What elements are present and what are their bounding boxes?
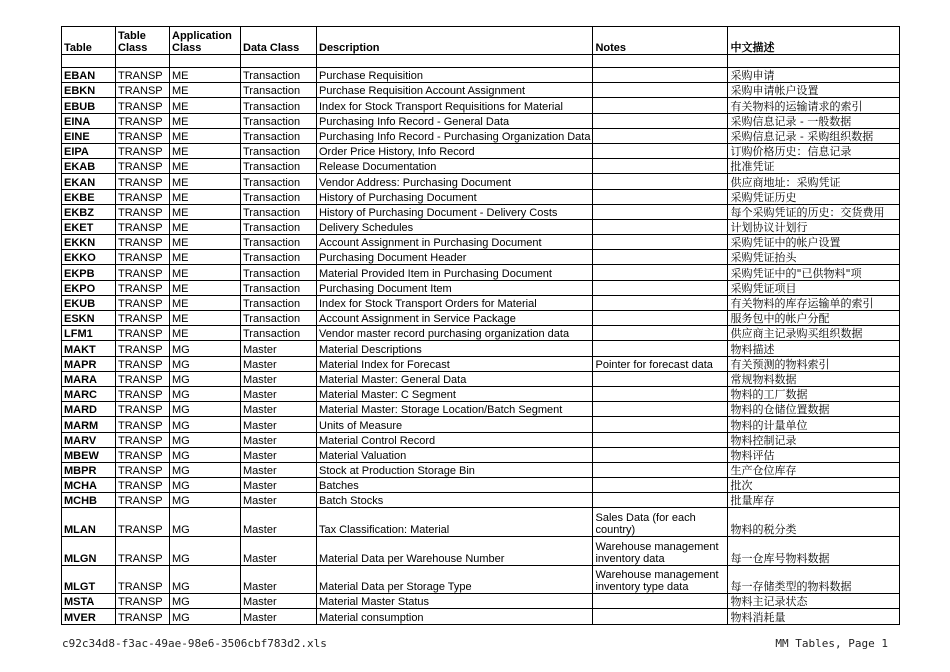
cell-chinese-description: 物料评估 [728, 447, 900, 462]
cell-notes [593, 189, 728, 204]
cell-table-class: TRANSP [116, 402, 170, 417]
cell-data-class: Transaction [241, 295, 317, 310]
cell-application-class: ME [170, 219, 241, 234]
cell-table: EKKN [62, 235, 116, 250]
cell-table: EKPB [62, 265, 116, 280]
cell-table: LFM1 [62, 326, 116, 341]
cell-chinese-description: 供应商地址：采购凭证 [728, 174, 900, 189]
table-row [62, 326, 900, 341]
cell-chinese-description: 物料消耗量 [728, 609, 900, 624]
table-row [62, 371, 900, 386]
cell-notes [593, 159, 728, 174]
header-chinese-description: 中文描述 [728, 27, 900, 55]
cell-table-class: TRANSP [116, 341, 170, 356]
cell-data-class: Transaction [241, 265, 317, 280]
cell-table-class: TRANSP [116, 250, 170, 265]
cell-application-class: MG [170, 356, 241, 371]
cell-application-class: ME [170, 235, 241, 250]
cell-application-class: MG [170, 508, 241, 537]
cell-table-class: TRANSP [116, 386, 170, 401]
cell-description: History of Purchasing Document - Delivery Costs [317, 204, 593, 219]
cell-chinese-description: 常规物料数据 [728, 371, 900, 386]
table-row [62, 250, 900, 265]
footer-page-label: MM Tables, Page 1 [775, 637, 888, 650]
table-row [62, 83, 900, 98]
cell-data-class: Master [241, 594, 317, 609]
cell-description: Purchase Requisition [317, 68, 593, 83]
cell-data-class: Transaction [241, 204, 317, 219]
table-row [62, 402, 900, 417]
table-row [62, 462, 900, 477]
header-notes: Notes [593, 27, 728, 55]
table-row [62, 386, 900, 401]
cell-description: Material Master: C Segment [317, 386, 593, 401]
cell-application-class: MG [170, 386, 241, 401]
cell-application-class: MG [170, 537, 241, 566]
table-row [62, 295, 900, 310]
cell-table: MAPR [62, 356, 116, 371]
table-row [62, 565, 900, 594]
cell-table-class: TRANSP [116, 295, 170, 310]
table-row [62, 159, 900, 174]
table-row [62, 113, 900, 128]
cell-description: Material Master: Storage Location/Batch Segment [317, 402, 593, 417]
cell-table-class: TRANSP [116, 371, 170, 386]
table-row [62, 68, 900, 83]
cell-application-class: ME [170, 311, 241, 326]
cell-notes [593, 417, 728, 432]
table-row [62, 265, 900, 280]
cell-chinese-description: 采购凭证历史 [728, 189, 900, 204]
cell-data-class: Master [241, 508, 317, 537]
cell-data-class: Transaction [241, 128, 317, 143]
cell-table-class: TRANSP [116, 356, 170, 371]
cell-description: History of Purchasing Document [317, 189, 593, 204]
cell-table-class: TRANSP [116, 609, 170, 624]
cell-table: MLAN [62, 508, 116, 537]
cell-data-class: Transaction [241, 250, 317, 265]
cell-table-class: TRANSP [116, 311, 170, 326]
cell-notes [593, 311, 728, 326]
cell-table: MVER [62, 609, 116, 624]
cell-chinese-description: 批次 [728, 478, 900, 493]
cell-data-class: Transaction [241, 326, 317, 341]
table-row [62, 219, 900, 234]
cell-notes [593, 326, 728, 341]
cell-table-class: TRANSP [116, 432, 170, 447]
cell-notes [593, 386, 728, 401]
cell-table: MCHB [62, 493, 116, 508]
header-table: Table [62, 27, 116, 55]
cell-application-class: ME [170, 265, 241, 280]
cell-table-class: TRANSP [116, 478, 170, 493]
cell-chinese-description: 每一仓库号物料数据 [728, 537, 900, 566]
cell-table-class: TRANSP [116, 143, 170, 158]
cell-table-class: TRANSP [116, 128, 170, 143]
cell-application-class: ME [170, 128, 241, 143]
cell-chinese-description: 有关物料的库存运输单的索引 [728, 295, 900, 310]
cell-application-class: ME [170, 280, 241, 295]
cell-table: EKPO [62, 280, 116, 295]
cell-table-class: TRANSP [116, 417, 170, 432]
cell-table: MARA [62, 371, 116, 386]
cell-notes [593, 174, 728, 189]
cell-data-class: Master [241, 478, 317, 493]
cell-data-class: Master [241, 371, 317, 386]
cell-application-class: ME [170, 189, 241, 204]
cell-description: Units of Measure [317, 417, 593, 432]
cell-table: EBKN [62, 83, 116, 98]
cell-data-class: Master [241, 493, 317, 508]
cell-application-class: MG [170, 609, 241, 624]
cell-chinese-description: 物料控制记录 [728, 432, 900, 447]
cell-description: Material Index for Forecast [317, 356, 593, 371]
cell-description: Material Master: General Data [317, 371, 593, 386]
cell-table-class: TRANSP [116, 594, 170, 609]
cell-application-class: MG [170, 402, 241, 417]
cell-table-class: TRANSP [116, 565, 170, 594]
cell-application-class: MG [170, 371, 241, 386]
cell-application-class: MG [170, 594, 241, 609]
cell-description: Purchasing Document Header [317, 250, 593, 265]
cell-table: EINA [62, 113, 116, 128]
cell-chinese-description: 生产仓位库存 [728, 462, 900, 477]
cell-data-class: Master [241, 386, 317, 401]
cell-table: ESKN [62, 311, 116, 326]
cell-table-class: TRANSP [116, 326, 170, 341]
cell-application-class: ME [170, 326, 241, 341]
cell-data-class: Transaction [241, 98, 317, 113]
cell-chinese-description: 有关物料的运输请求的索引 [728, 98, 900, 113]
cell-description: Material Valuation [317, 447, 593, 462]
cell-notes [593, 402, 728, 417]
cell-description: Purchasing Document Item [317, 280, 593, 295]
cell-application-class: MG [170, 432, 241, 447]
cell-notes [593, 609, 728, 624]
cell-notes [593, 250, 728, 265]
table-row [62, 594, 900, 609]
cell-description: Stock at Production Storage Bin [317, 462, 593, 477]
cell-table-class: TRANSP [116, 280, 170, 295]
cell-application-class: ME [170, 143, 241, 158]
cell-table-class: TRANSP [116, 189, 170, 204]
cell-notes [593, 83, 728, 98]
cell-application-class: MG [170, 565, 241, 594]
cell-description: Tax Classification: Material [317, 508, 593, 537]
cell-chinese-description: 采购凭证抬头 [728, 250, 900, 265]
cell-description: Material Provided Item in Purchasing Document [317, 265, 593, 280]
cell-table-class: TRANSP [116, 68, 170, 83]
cell-table-class: TRANSP [116, 493, 170, 508]
cell-description: Material Data per Warehouse Number [317, 537, 593, 566]
table-row [62, 417, 900, 432]
cell-data-class: Transaction [241, 174, 317, 189]
cell-description: Index for Stock Transport Requisitions for Material [317, 98, 593, 113]
cell-table-class: TRANSP [116, 113, 170, 128]
cell-table-class: TRANSP [116, 98, 170, 113]
cell-notes [593, 143, 728, 158]
cell-notes [593, 341, 728, 356]
cell-notes [593, 594, 728, 609]
header-row [62, 27, 900, 55]
cell-table-class: TRANSP [116, 462, 170, 477]
cell-application-class: ME [170, 98, 241, 113]
cell-data-class: Master [241, 447, 317, 462]
cell-application-class: ME [170, 113, 241, 128]
cell-chinese-description: 供应商主记录购买组织数据 [728, 326, 900, 341]
cell-table-class: TRANSP [116, 537, 170, 566]
cell-data-class: Master [241, 417, 317, 432]
table-row [62, 537, 900, 566]
table-row [62, 311, 900, 326]
cell-data-class: Transaction [241, 143, 317, 158]
cell-table-class: TRANSP [116, 265, 170, 280]
header-table-class: Table Class [116, 27, 170, 55]
cell-application-class: MG [170, 478, 241, 493]
cell-application-class: ME [170, 83, 241, 98]
cell-notes [593, 447, 728, 462]
cell-chinese-description: 每个采购凭证的历史：交货费用 [728, 204, 900, 219]
cell-data-class: Transaction [241, 189, 317, 204]
cell-description: Delivery Schedules [317, 219, 593, 234]
cell-data-class: Transaction [241, 83, 317, 98]
cell-table: MSTA [62, 594, 116, 609]
cell-notes: Sales Data (for each country) [593, 508, 728, 537]
cell-data-class: Master [241, 356, 317, 371]
cell-application-class: MG [170, 447, 241, 462]
cell-data-class: Transaction [241, 113, 317, 128]
cell-table-class: TRANSP [116, 447, 170, 462]
cell-notes: Warehouse management inventory data [593, 537, 728, 566]
cell-data-class: Transaction [241, 280, 317, 295]
cell-table: MLGN [62, 537, 116, 566]
cell-description: Material consumption [317, 609, 593, 624]
cell-table: MARM [62, 417, 116, 432]
table-row [62, 609, 900, 624]
cell-data-class: Master [241, 341, 317, 356]
cell-table: EKKO [62, 250, 116, 265]
cell-table: MAKT [62, 341, 116, 356]
table-row [62, 98, 900, 113]
cell-notes [593, 68, 728, 83]
table-row [62, 143, 900, 158]
cell-chinese-description: 物料描述 [728, 341, 900, 356]
cell-chinese-description: 采购信息记录 - 采购组织数据 [728, 128, 900, 143]
cell-data-class: Master [241, 609, 317, 624]
cell-notes [593, 235, 728, 250]
cell-table: MBEW [62, 447, 116, 462]
cell-application-class: MG [170, 493, 241, 508]
cell-data-class: Transaction [241, 235, 317, 250]
cell-table: EKAB [62, 159, 116, 174]
cell-table-class: TRANSP [116, 159, 170, 174]
cell-table-class: TRANSP [116, 235, 170, 250]
table-row [62, 341, 900, 356]
cell-chinese-description: 有关预测的物料索引 [728, 356, 900, 371]
cell-description: Batch Stocks [317, 493, 593, 508]
cell-application-class: ME [170, 159, 241, 174]
cell-application-class: MG [170, 341, 241, 356]
cell-table-class: TRANSP [116, 204, 170, 219]
table-row [62, 493, 900, 508]
table-row [62, 447, 900, 462]
cell-chinese-description: 采购凭证中的"已供物料"项 [728, 265, 900, 280]
mm-tables-sheet [61, 26, 900, 625]
cell-table: MARD [62, 402, 116, 417]
cell-data-class: Transaction [241, 311, 317, 326]
header-description: Description [317, 27, 593, 55]
cell-chinese-description: 采购申请 [728, 68, 900, 83]
cell-table-class: TRANSP [116, 508, 170, 537]
cell-chinese-description: 物料主记录状态 [728, 594, 900, 609]
cell-description: Material Control Record [317, 432, 593, 447]
cell-table-class: TRANSP [116, 219, 170, 234]
cell-chinese-description: 采购凭证项目 [728, 280, 900, 295]
cell-description: Batches [317, 478, 593, 493]
cell-table-class: TRANSP [116, 174, 170, 189]
cell-application-class: ME [170, 250, 241, 265]
cell-table: MARV [62, 432, 116, 447]
table-row [62, 356, 900, 371]
cell-notes [593, 204, 728, 219]
table-row [62, 204, 900, 219]
cell-notes [593, 113, 728, 128]
cell-chinese-description: 采购申请帐户设置 [728, 83, 900, 98]
cell-application-class: MG [170, 462, 241, 477]
cell-table: EBUB [62, 98, 116, 113]
cell-notes [593, 493, 728, 508]
cell-notes [593, 98, 728, 113]
cell-application-class: ME [170, 295, 241, 310]
cell-table: EKBZ [62, 204, 116, 219]
cell-table: EKUB [62, 295, 116, 310]
cell-data-class: Transaction [241, 159, 317, 174]
cell-table: EKAN [62, 174, 116, 189]
cell-chinese-description: 批准凭证 [728, 159, 900, 174]
cell-description: Release Documentation [317, 159, 593, 174]
cell-description: Material Descriptions [317, 341, 593, 356]
cell-chinese-description: 批量库存 [728, 493, 900, 508]
cell-chinese-description: 采购凭证中的帐户设置 [728, 235, 900, 250]
cell-application-class: ME [170, 204, 241, 219]
cell-description: Purchase Requisition Account Assignment [317, 83, 593, 98]
cell-table: EKET [62, 219, 116, 234]
cell-chinese-description: 采购信息记录 - 一般数据 [728, 113, 900, 128]
table-row [62, 235, 900, 250]
cell-table: EKBE [62, 189, 116, 204]
header-data-class: Data Class [241, 27, 317, 55]
cell-notes [593, 219, 728, 234]
cell-data-class: Master [241, 462, 317, 477]
cell-description: Account Assignment in Service Package [317, 311, 593, 326]
table-row [62, 280, 900, 295]
cell-notes [593, 462, 728, 477]
cell-data-class: Transaction [241, 68, 317, 83]
cell-chinese-description: 订购价格历史：信息记录 [728, 143, 900, 158]
cell-description: Vendor master record purchasing organization data [317, 326, 593, 341]
cell-description: Account Assignment in Purchasing Document [317, 235, 593, 250]
cell-chinese-description: 物料的税分类 [728, 508, 900, 537]
cell-description: Purchasing Info Record - Purchasing Organization Data [317, 128, 593, 143]
table-row [62, 174, 900, 189]
cell-chinese-description: 物料的仓储位置数据 [728, 402, 900, 417]
cell-description: Order Price History, Info Record [317, 143, 593, 158]
cell-data-class: Master [241, 537, 317, 566]
cell-description: Material Master Status [317, 594, 593, 609]
cell-data-class: Master [241, 402, 317, 417]
cell-data-class: Master [241, 432, 317, 447]
table-row [62, 432, 900, 447]
cell-chinese-description: 服务包中的帐户分配 [728, 311, 900, 326]
cell-chinese-description: 每一存储类型的物料数据 [728, 565, 900, 594]
cell-table: MLGT [62, 565, 116, 594]
cell-chinese-description: 物料的工厂数据 [728, 386, 900, 401]
cell-notes: Warehouse management inventory type data [593, 565, 728, 594]
cell-notes: Pointer for forecast data [593, 356, 728, 371]
cell-table: EINE [62, 128, 116, 143]
cell-table: MCHA [62, 478, 116, 493]
cell-table: MARC [62, 386, 116, 401]
table-row [62, 508, 900, 537]
cell-table-class: TRANSP [116, 83, 170, 98]
cell-chinese-description: 物料的计量单位 [728, 417, 900, 432]
cell-notes [593, 295, 728, 310]
cell-description: Vendor Address: Purchasing Document [317, 174, 593, 189]
cell-data-class: Transaction [241, 219, 317, 234]
cell-application-class: ME [170, 68, 241, 83]
cell-notes [593, 128, 728, 143]
table-row [62, 128, 900, 143]
cell-notes [593, 280, 728, 295]
footer-filename: c92c34d8-f3ac-49ae-98e6-3506cbf783d2.xls [62, 637, 327, 650]
cell-notes [593, 432, 728, 447]
cell-notes [593, 265, 728, 280]
cell-table: EBAN [62, 68, 116, 83]
cell-table: MBPR [62, 462, 116, 477]
cell-description: Material Data per Storage Type [317, 565, 593, 594]
cell-description: Index for Stock Transport Orders for Material [317, 295, 593, 310]
cell-data-class: Master [241, 565, 317, 594]
cell-application-class: ME [170, 174, 241, 189]
table-row [62, 189, 900, 204]
cell-notes [593, 478, 728, 493]
cell-application-class: MG [170, 417, 241, 432]
header-application-class: Application Class [170, 27, 241, 55]
table-row [62, 478, 900, 493]
blank-row [62, 55, 900, 68]
cell-table: EIPA [62, 143, 116, 158]
cell-description: Purchasing Info Record - General Data [317, 113, 593, 128]
cell-notes [593, 371, 728, 386]
cell-chinese-description: 计划协议计划行 [728, 219, 900, 234]
